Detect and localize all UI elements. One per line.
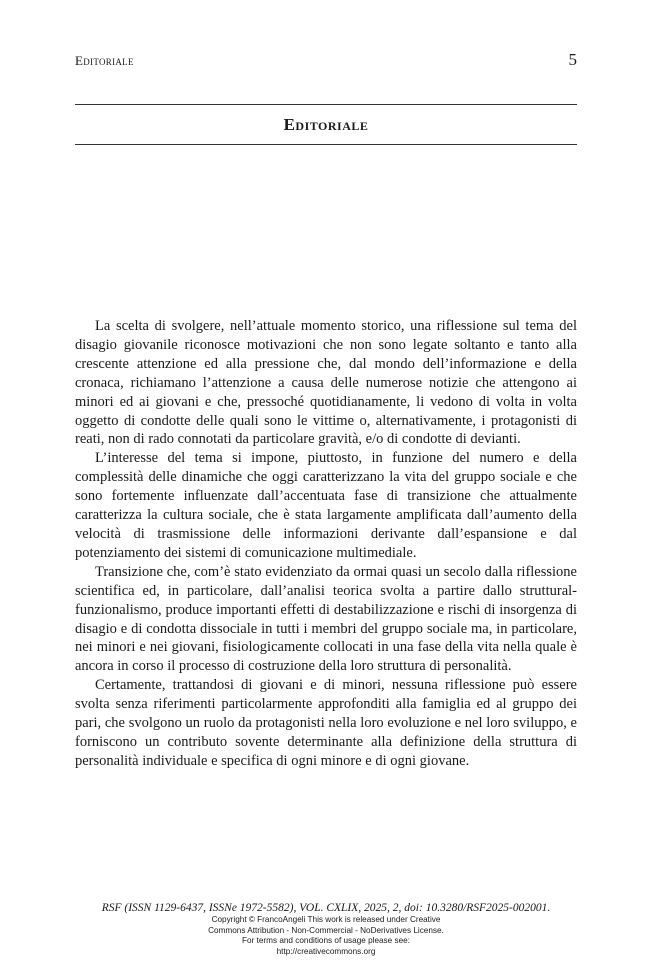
paragraph: La scelta di svolgere, nell’attuale momento storico, una riflessione sul tema del disagio giovanile riconosce motivazioni che non sono legate soltanto e tanto alla crescente attenzione ed alla pressione che, dal mondo dell’informazione e della cronaca, richiamano l’attenzione a causa delle numerose notizie che attengono ai minori ed ai giovani e che, pressoché quotidianamente, li vedono di volta in volta oggetto di condotte delle quali sono le vittime o, alternativamente, i protagonisti di reati, non di rado connotati da particolare gravità, e/o di condotte di devianti. <box>75 318 577 448</box>
license-line: Copyright © FrancoAngeli This work is released under Creative <box>211 915 441 924</box>
running-title: Editoriale <box>75 53 134 68</box>
title-rule-top <box>75 104 577 105</box>
license-line: Commons Attribution - Non-Commercial - NoDerivatives License. <box>208 925 444 935</box>
page-number: 5 <box>568 50 577 69</box>
paragraph: L’interesse del tema si impone, piuttosto, in funzione del numero e della complessità delle dinamiche che oggi caratterizzano la vita del gruppo sociale e che sono fortemente influenzate dall’accentuata fase di transizione che attualmente caratterizza la cultura sociale, che è stata largamente amplificata dall’aumento della velocità di trasmissione delle informazioni derivante dall’espansione e dal potenziamento dei sistemi di comunicazione multimediale. <box>75 450 577 561</box>
running-head <box>75 50 577 70</box>
paragraph: Transizione che, com’è stato evidenziato da ormai quasi un secolo dalla riflessione scientifica ed, in particolare, dall’analisi teorica svolta a partire dallo struttural-funzionalismo, produce importanti effetti di destabilizzazione e rischi di insorgenza di disagio e di condotta dissociale in tutti i membri del gruppo sociale ma, in particolare, nei minori e nei giovani, fisiologicamente collocati in una fase della vita nella quale è ancora in corso il processo di costruzione della loro struttura di personalità. <box>75 563 577 675</box>
page-footer <box>75 901 577 957</box>
journal-citation: RSF (ISSN 1129-6437, ISSNe 1972-5582), VOL. CXLIX, 2025, 2, doi: 10.3280/RSF2025-002001. <box>101 902 551 914</box>
license-link[interactable]: http://creativecommons.org <box>276 946 376 956</box>
license-notice <box>75 915 577 957</box>
paragraph: Certamente, trattandosi di giovani e di minori, nessuna riflessione può essere svolta senza riferimenti particolarmente approfonditi alla famiglia ed al gruppo dei pari, che svolgono un ruolo da protagonisti nella loro evoluzione e nel loro sviluppo, e forniscono un contributo sovente determinante alla definizione della struttura di personalità individuale e specifica di ogni minore e di ogni giovane. <box>75 677 577 769</box>
article-body <box>75 317 577 771</box>
article-title: Editoriale <box>283 115 369 134</box>
title-rule-bottom <box>75 144 577 145</box>
license-line: For terms and conditions of usage please see: <box>242 936 410 945</box>
